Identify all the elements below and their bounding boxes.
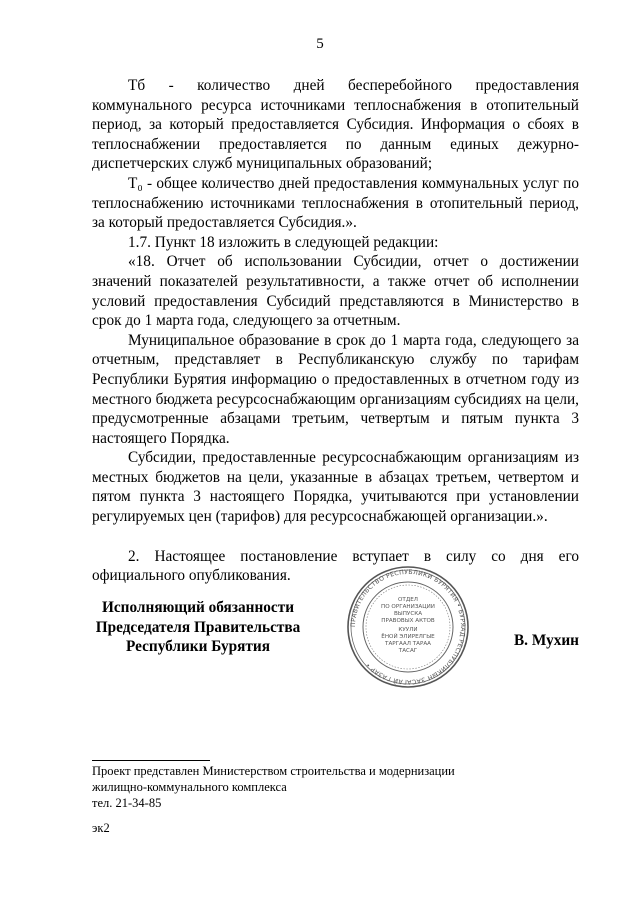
footnote [92,763,512,811]
signatory-title-line: Республики Бурятия [125,638,271,656]
seal-inner-line: ПО ОРГАНИЗАЦИИ [381,604,435,610]
signatory-name: В. Мухин [513,632,579,649]
footnote-line: Проект представлен Министерством строительства и модернизации [92,764,455,778]
paragraph-effective-date: 2. Настоящее постановление вступает в силу со дня его официального опубликования. [92,547,579,585]
page-number: 5 [316,36,324,52]
document-body [92,76,579,586]
seal-inner-line: ВЫПУСКА [393,611,423,617]
document-code: эк2 [92,821,110,835]
paragraph-tb-definition: Тб - количество дней бесперебойного предоставления коммунального ресурса источниками теплоснабжения в отопительный период, за который предоставляется Субсидия. Информация о сбоях в теплоснабжении предоставляется по данным единых дежурно-диспетчерских служб муниципальных образований; [92,77,579,173]
seal-inner-line: ТАСАГ [398,648,418,654]
footnote-line: жилищно-коммунального комплекса [92,780,287,794]
seal-inner-line: ПРАВОВЫХ АКТОВ [381,618,435,624]
paragraph-item-1-7: 1.7. Пункт 18 изложить в следующей редакции: [128,233,439,251]
seal-inner-line: ОТДЕЛ [398,597,418,603]
official-seal [346,565,470,689]
paragraph-municipal: Муниципальное образование в срок до 1 марта года, следующего за отчетным, представляет в Республиканскую службу по тарифам Республики Бурятия информацию о предоставленных в отчетном году из местного бюджета ресурсоснабжающим организациям субсидиях на цели, предусмотренные абзацами третьим, четвертым и пятым пункта 3 настоящего Порядка. [92,331,579,447]
signatory-title-line: Исполняющий обязанности [101,599,295,616]
footnote-line: тел. 21-34-85 [92,796,162,810]
paragraph-subsidies: Субсидии, предоставленные ресурсоснабжающим организациям из местных бюджетов на цели, указанные в абзацах третьем, четвертом и пятом пункта 3 настоящего Порядка, учитываются при установлении регулируемых цен (тарифов) для ресурсоснабжающей организации.». [92,449,579,526]
footnote-divider [92,760,210,761]
paragraph-item-18: «18. Отчет об использовании Субсидии, отчет о достижении значений показателей результативности, а также отчет об исполнении условий предоставления Субсидий представляются в Министерство в срок до 1 марта года, следующего за отчетным. [92,253,579,330]
paragraph-t0-definition: Т₀ - общее количество дней предоставления коммунальных услуг по теплоснабжению источниками теплоснабжения в отопительный период, за который предоставляется Субсидия.». [92,174,579,232]
seal-inner-line: ЁНОЙ ЭЛИРЕЛГЫЕ [381,634,435,640]
seal-inner-line: ТАРГААЛ ТАРАА [385,641,431,647]
signatory-title [78,598,318,657]
seal-ring-text: ПРАВИТЕЛЬСТВО РЕСПУБЛИКИ БУРЯТИЯ • БУРЯАД РЕСПУБЛИКЫН ЗАСАГАЙ ГАЗАР • [349,568,467,686]
seal-inner-line: КУУЛИ [398,627,418,633]
signatory-title-line: Председателя Правительства [95,618,301,636]
